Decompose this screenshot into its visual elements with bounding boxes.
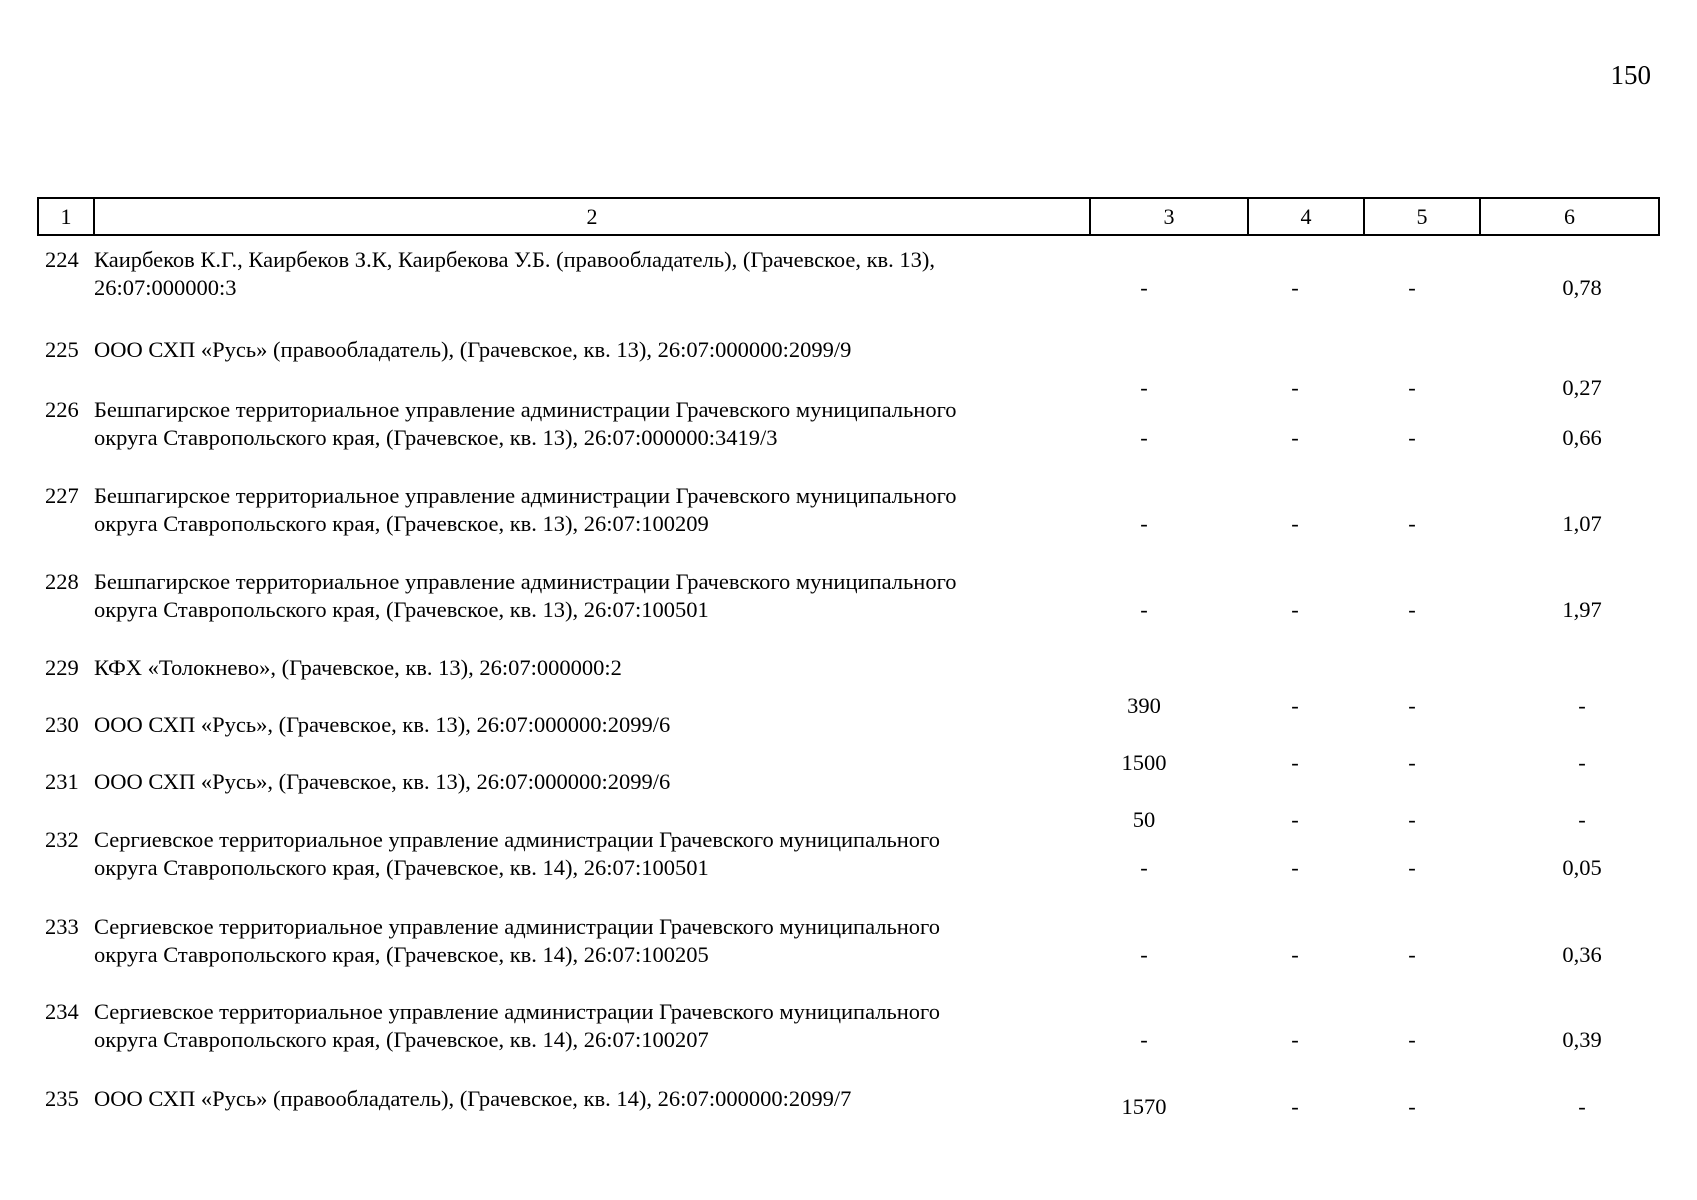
row-cell-col3: - bbox=[1140, 375, 1148, 400]
row-description bbox=[94, 654, 1084, 682]
row-cell-col4: - bbox=[1291, 693, 1299, 718]
row-description-line: Бешпагирское территориальное управление администрации Грачевского муниципального bbox=[94, 397, 957, 422]
row-cell-col6: 1,97 bbox=[1562, 597, 1602, 622]
row-description-line: ООО СХП «Русь» (правообладатель), (Грачевское, кв. 14), 26:07:000000:2099/7 bbox=[94, 1086, 852, 1111]
row-cell-col5: - bbox=[1408, 1027, 1416, 1052]
row-cell-col3: - bbox=[1140, 1027, 1148, 1052]
row-description bbox=[94, 246, 1084, 302]
row-description bbox=[94, 336, 1084, 364]
row-cell-col5: - bbox=[1408, 693, 1416, 718]
row-number: 232 bbox=[45, 827, 79, 852]
row-cell-col5: - bbox=[1408, 1094, 1416, 1119]
row-cell-col4: - bbox=[1291, 1094, 1299, 1119]
row-cell-col6: 0,05 bbox=[1562, 855, 1602, 880]
row-cell-col3: - bbox=[1140, 597, 1148, 622]
row-description bbox=[94, 913, 1084, 969]
row-description-line: округа Ставропольского края, (Грачевское, кв. 14), 26:07:100501 bbox=[94, 855, 709, 880]
row-cell-col3: - bbox=[1140, 275, 1148, 300]
row-description-line: округа Ставропольского края, (Грачевское, кв. 14), 26:07:100207 bbox=[94, 1027, 709, 1052]
row-description bbox=[94, 826, 1084, 882]
row-cell-col6: - bbox=[1578, 807, 1586, 832]
row-description bbox=[94, 482, 1084, 538]
row-cell-col5: - bbox=[1408, 807, 1416, 832]
column-header-2: 2 bbox=[94, 198, 1090, 235]
row-cell-col3: - bbox=[1140, 425, 1148, 450]
row-cell-col5: - bbox=[1408, 750, 1416, 775]
row-cell-col4: - bbox=[1291, 1027, 1299, 1052]
row-cell-col4: - bbox=[1291, 511, 1299, 536]
row-cell-col6: 0,78 bbox=[1562, 275, 1602, 300]
row-number: 227 bbox=[45, 483, 79, 508]
row-cell-col5: - bbox=[1408, 275, 1416, 300]
row-cell-col5: - bbox=[1408, 597, 1416, 622]
row-description bbox=[94, 768, 1084, 796]
row-cell-col4: - bbox=[1291, 425, 1299, 450]
row-cell-col3: 390 bbox=[1127, 693, 1161, 718]
row-number: 233 bbox=[45, 914, 79, 939]
row-description-line: округа Ставропольского края, (Грачевское, кв. 14), 26:07:100205 bbox=[94, 942, 709, 967]
row-number: 230 bbox=[45, 712, 79, 737]
row-description bbox=[94, 998, 1084, 1054]
row-number: 228 bbox=[45, 569, 79, 594]
row-cell-col3: - bbox=[1140, 855, 1148, 880]
row-cell-col4: - bbox=[1291, 942, 1299, 967]
row-cell-col5: - bbox=[1408, 425, 1416, 450]
row-number: 231 bbox=[45, 769, 79, 794]
column-header-5: 5 bbox=[1364, 198, 1480, 235]
column-header-4: 4 bbox=[1248, 198, 1364, 235]
row-cell-col3: - bbox=[1140, 511, 1148, 536]
row-cell-col4: - bbox=[1291, 750, 1299, 775]
row-description-line: ООО СХП «Русь», (Грачевское, кв. 13), 26:07:000000:2099/6 bbox=[94, 769, 671, 794]
row-description-line: Сергиевское территориальное управление администрации Грачевского муниципального bbox=[94, 914, 940, 939]
row-description-line: Бешпагирское территориальное управление администрации Грачевского муниципального bbox=[94, 483, 957, 508]
row-cell-col4: - bbox=[1291, 275, 1299, 300]
row-description-line: КФХ «Толокнево», (Грачевское, кв. 13), 26:07:000000:2 bbox=[94, 655, 622, 680]
row-description-line: округа Ставропольского края, (Грачевское, кв. 13), 26:07:100209 bbox=[94, 511, 709, 536]
row-description bbox=[94, 568, 1084, 624]
row-number: 229 bbox=[45, 655, 79, 680]
row-description-line: ООО СХП «Русь» (правообладатель), (Грачевское, кв. 13), 26:07:000000:2099/9 bbox=[94, 337, 852, 362]
row-cell-col4: - bbox=[1291, 807, 1299, 832]
page-number: 150 bbox=[1610, 60, 1651, 90]
row-description-line: Сергиевское территориальное управление администрации Грачевского муниципального bbox=[94, 827, 940, 852]
row-cell-col6: 0,66 bbox=[1562, 425, 1602, 450]
column-header-row bbox=[38, 198, 1659, 235]
row-cell-col3: 50 bbox=[1132, 807, 1156, 832]
row-cell-col4: - bbox=[1291, 375, 1299, 400]
column-header-3: 3 bbox=[1090, 198, 1248, 235]
row-description-line: Каирбеков К.Г., Каирбеков З.К, Каирбекова У.Б. (правообладатель), (Грачевское, кв. 13), bbox=[94, 247, 936, 272]
row-number: 226 bbox=[45, 397, 79, 422]
row-cell-col6: 0,36 bbox=[1562, 942, 1602, 967]
row-number: 225 bbox=[45, 337, 79, 362]
row-description bbox=[94, 396, 1084, 452]
row-cell-col6: - bbox=[1578, 750, 1586, 775]
column-header-1: 1 bbox=[38, 198, 94, 235]
row-cell-col3: 1570 bbox=[1121, 1094, 1167, 1119]
row-cell-col6: 0,27 bbox=[1562, 375, 1602, 400]
row-description-line: Бешпагирское территориальное управление администрации Грачевского муниципального bbox=[94, 569, 957, 594]
row-cell-col6: 0,39 bbox=[1562, 1027, 1602, 1052]
row-cell-col3: - bbox=[1140, 942, 1148, 967]
row-cell-col3: 1500 bbox=[1121, 750, 1167, 775]
row-description-line: 26:07:000000:3 bbox=[94, 275, 237, 300]
row-cell-col4: - bbox=[1291, 597, 1299, 622]
row-description bbox=[94, 711, 1084, 739]
row-description-line: Сергиевское территориальное управление администрации Грачевского муниципального bbox=[94, 999, 940, 1024]
row-description bbox=[94, 1085, 1084, 1113]
row-cell-col4: - bbox=[1291, 855, 1299, 880]
row-cell-col6: - bbox=[1578, 1094, 1586, 1119]
row-cell-col6: 1,07 bbox=[1562, 511, 1602, 536]
row-description-line: округа Ставропольского края, (Грачевское, кв. 13), 26:07:100501 bbox=[94, 597, 709, 622]
row-cell-col5: - bbox=[1408, 511, 1416, 536]
column-header-6: 6 bbox=[1480, 198, 1659, 235]
row-cell-col6: - bbox=[1578, 693, 1586, 718]
row-description-line: округа Ставропольского края, (Грачевское, кв. 13), 26:07:000000:3419/3 bbox=[94, 425, 778, 450]
row-number: 234 bbox=[45, 999, 79, 1024]
row-cell-col5: - bbox=[1408, 375, 1416, 400]
row-number: 235 bbox=[45, 1086, 79, 1111]
row-cell-col5: - bbox=[1408, 942, 1416, 967]
row-number: 224 bbox=[45, 247, 79, 272]
row-description-line: ООО СХП «Русь», (Грачевское, кв. 13), 26:07:000000:2099/6 bbox=[94, 712, 671, 737]
column-header-table bbox=[37, 197, 1660, 236]
row-cell-col5: - bbox=[1408, 855, 1416, 880]
